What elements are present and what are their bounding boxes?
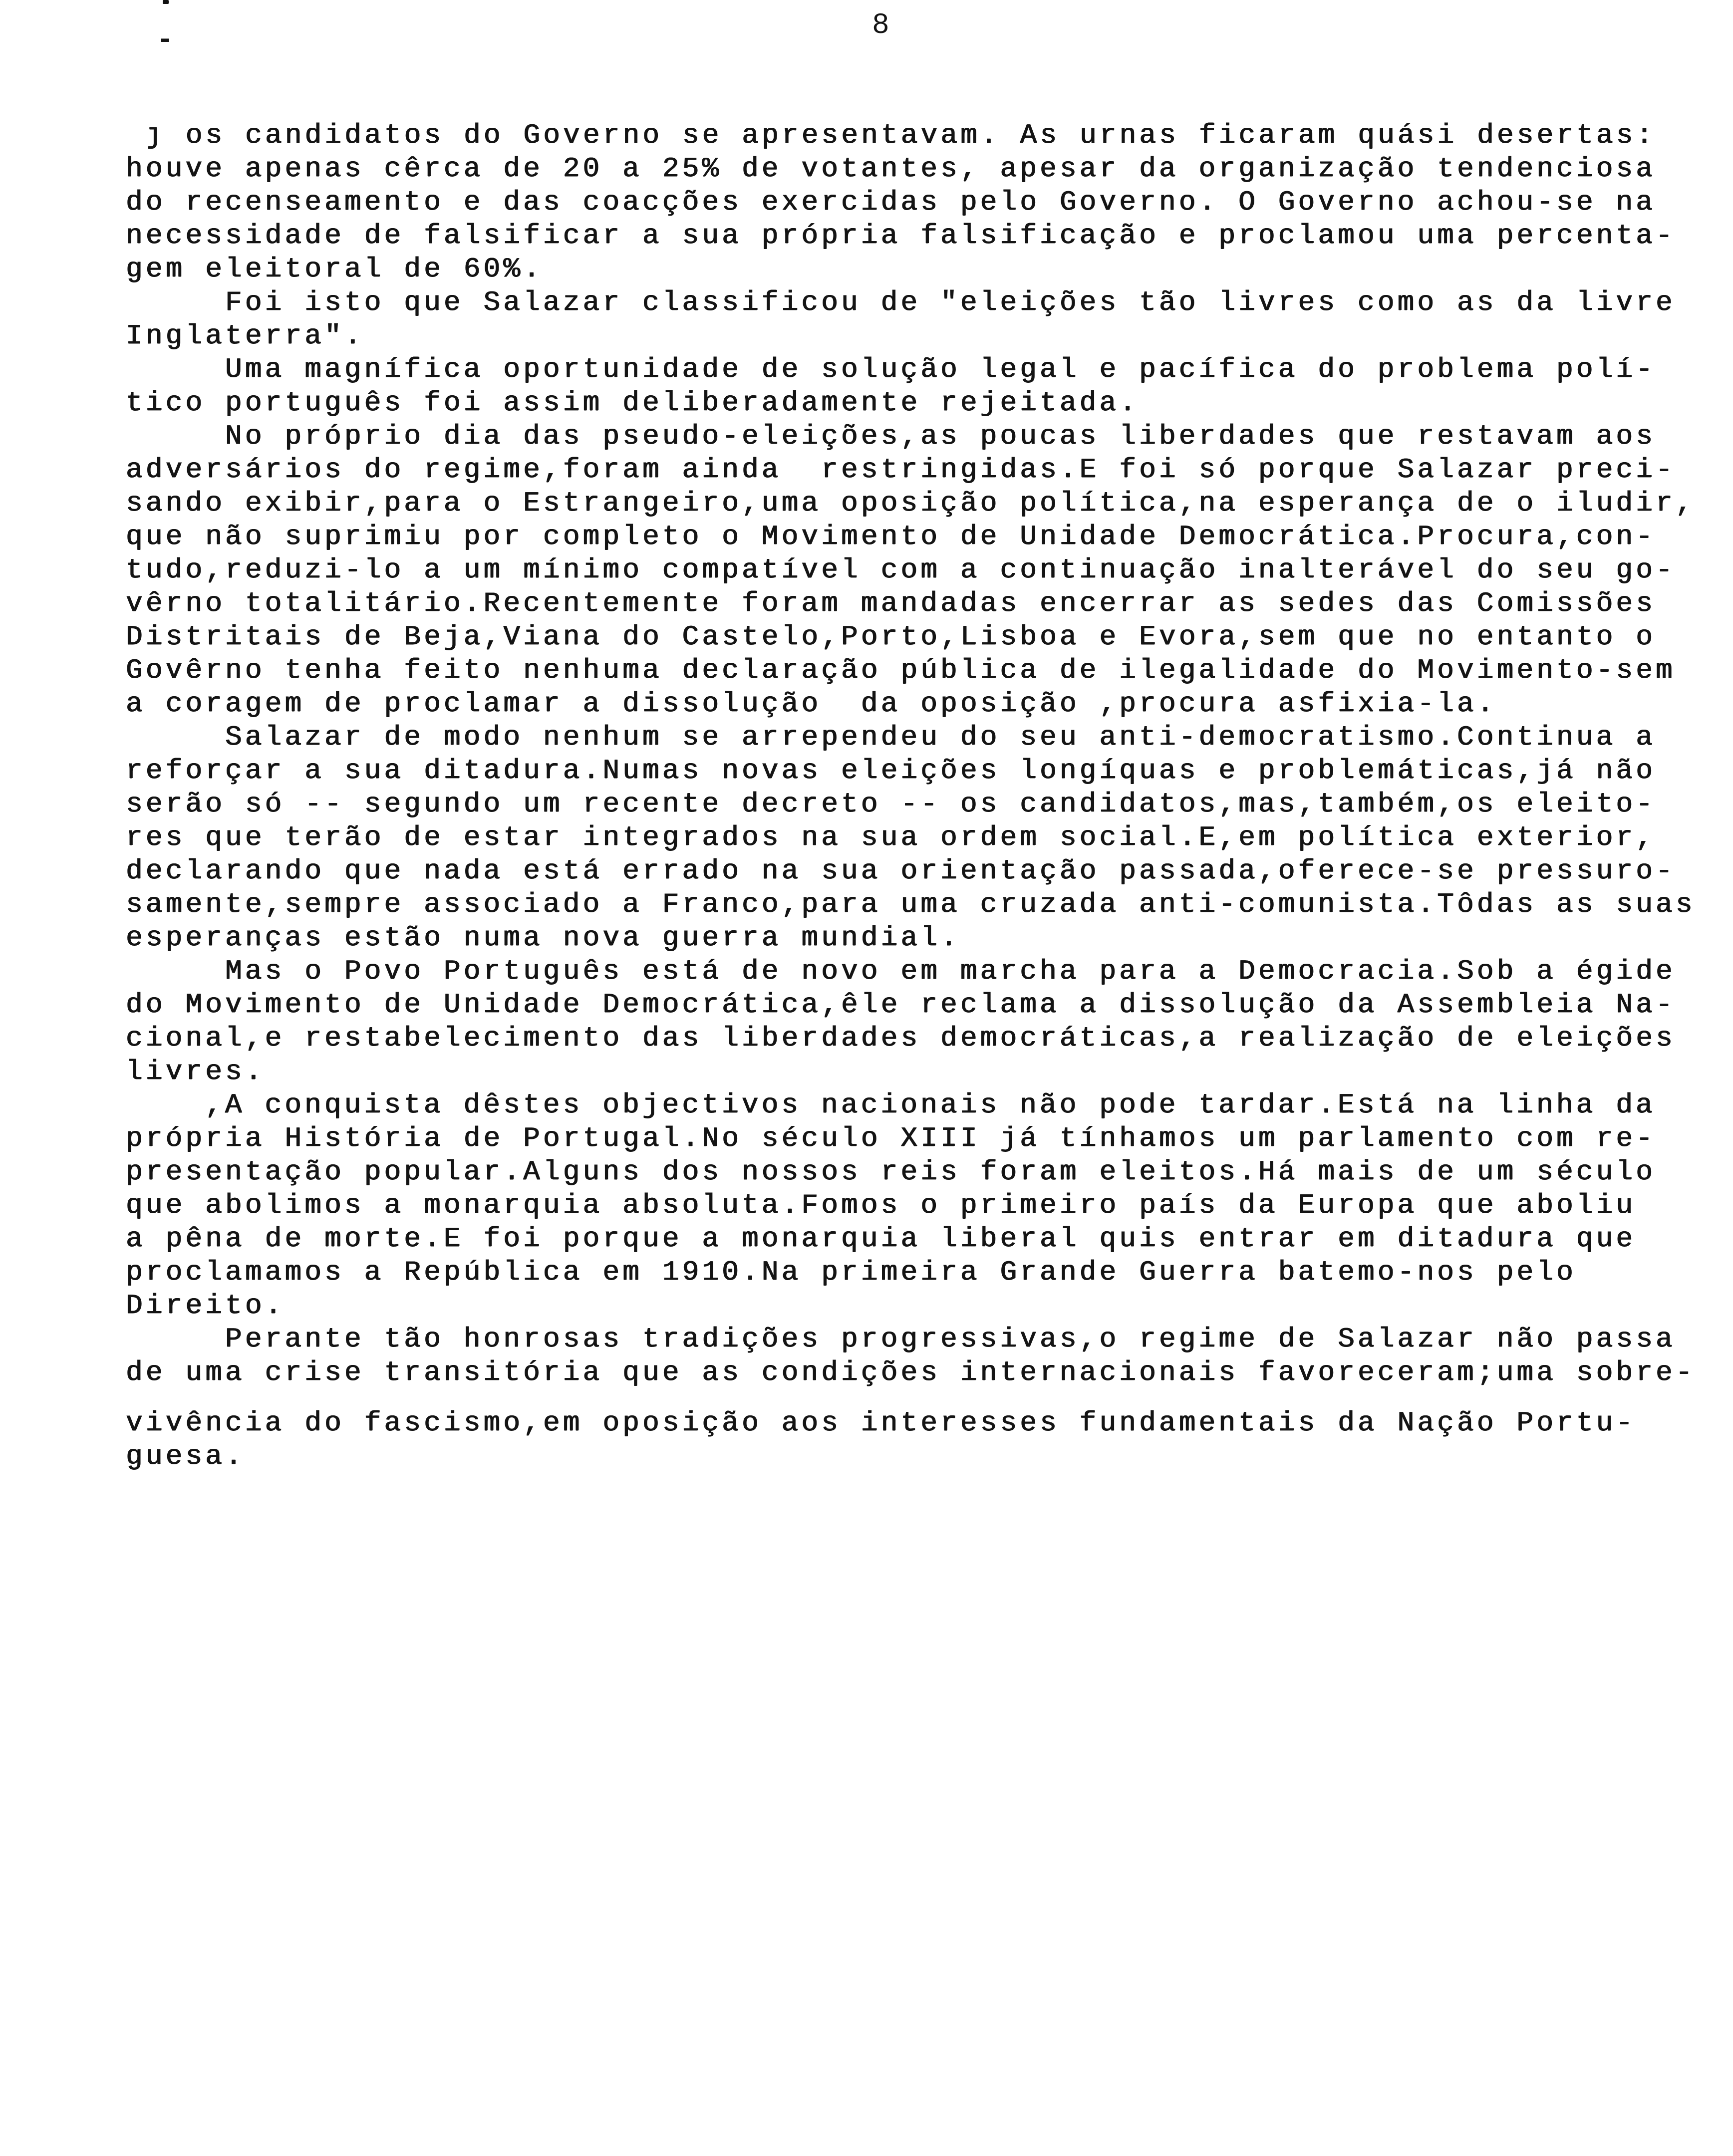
text-line: a coragem de proclamar a dissolução da oposição ,procura asfixia-la. — [126, 688, 1497, 720]
text-line: Foi isto que Salazar classificou de "eleições tão livres como as da livre — [225, 286, 1676, 318]
text-line: que abolimos a monarquia absoluta.Fomos o primeiro país da Europa que aboliu — [126, 1189, 1636, 1221]
text-line: declarando que nada está errado na sua orientação passada,oferece-se pressuro- — [126, 855, 1676, 887]
text-line: tudo,reduzi-lo a um mínimo compatível com a continuação inalterável do seu go- — [126, 554, 1676, 586]
text-line: reforçar a sua ditadura.Numas novas eleições longíquas e problemáticas,já não — [126, 755, 1656, 787]
text-line: do recenseamento e das coacções exercidas pelo Governo. O Governo achou-se na — [126, 186, 1656, 218]
text-line: ȷ os candidatos do Governo se apresentavam. As urnas ficaram quási desertas: — [146, 119, 1656, 151]
text-line: a pêna de morte.E foi porque a monarquia liberal quis entrar em ditadura que — [126, 1223, 1636, 1255]
text-line: sando exibir,para o Estrangeiro,uma oposição política,na esperança de o iludir, — [126, 487, 1696, 519]
paragraph — [126, 1088, 1723, 1323]
paragraph — [126, 1323, 1723, 1473]
text-line: necessidade de falsificar a sua própria falsificação e proclamou uma percenta- — [126, 220, 1676, 252]
text-line: houve apenas cêrca de 20 a 25% de votantes, apesar da organização tendenciosa — [126, 153, 1656, 185]
text-line: esperanças estão numa nova guerra mundial. — [126, 922, 960, 954]
text-line: Distritais de Beja,Viana do Castelo,Porto,Lisboa e Evora,sem que no entanto o — [126, 621, 1656, 653]
text-line: Uma magnífica oportunidade de solução legal e pacífica do problema polí- — [225, 353, 1656, 385]
text-line: Mas o Povo Português está de novo em marcha para a Democracia.Sob a égide — [225, 955, 1676, 987]
paragraph — [126, 420, 1723, 721]
document-body — [126, 119, 1723, 1473]
text-line: cional,e restabelecimento das liberdades democráticas,a realização de eleições — [126, 1022, 1676, 1054]
text-line: Govêrno tenha feito nenhuma declaração pública de ilegalidade do Movimento-sem — [126, 654, 1676, 686]
text-line: adversários do regime,foram ainda restringidas.E foi só porque Salazar preci- — [126, 454, 1676, 486]
page-number: 8 — [872, 9, 889, 42]
text-line: samente,sempre associado a Franco,para uma cruzada anti-comunista.Tôdas as suas — [126, 888, 1696, 920]
text-line: proclamamos a República em 1910.Na primeira Grande Guerra batemo-nos pelo — [126, 1256, 1576, 1288]
text-line: vêrno totalitário.Recentemente foram mandadas encerrar as sedes das Comissões — [126, 587, 1656, 619]
text-line: ,A conquista dêstes objectivos nacionais não pode tardar.Está na linha da — [205, 1089, 1656, 1121]
corner-mark: - — [157, 24, 174, 56]
text-line: Direito. — [126, 1290, 285, 1322]
paragraph — [126, 286, 1723, 353]
text-line: guesa. — [126, 1440, 245, 1472]
text-line: Perante tão honrosas tradições progressivas,o regime de Salazar não passa — [225, 1323, 1676, 1355]
text-line: vivência do fascismo,em oposição aos interesses fundamentais da Nação Portu- — [126, 1407, 1636, 1439]
text-line: res que terão de estar integrados na sua ordem social.E,em política exterior, — [126, 821, 1656, 853]
text-line: Inglaterra". — [126, 320, 364, 352]
text-line: gem eleitoral de 60%. — [126, 253, 543, 285]
text-line: tico português foi assim deliberadamente rejeitada. — [126, 387, 1140, 419]
text-line: No próprio dia das pseudo-eleições,as poucas liberdades que restavam aos — [225, 420, 1656, 452]
paragraph — [126, 721, 1723, 955]
ink-speck — [163, 0, 169, 4]
text-line: que não suprimiu por completo o Movimento de Unidade Democrática.Procura,con- — [126, 521, 1656, 552]
text-line: livres. — [126, 1056, 265, 1087]
text-line: Salazar de modo nenhum se arrependeu do seu anti-democratismo.Continua a — [225, 721, 1656, 753]
text-line: própria História de Portugal.No século XIII já tínhamos um parlamento com re- — [126, 1122, 1656, 1154]
paragraph — [126, 119, 1723, 286]
text-line: de uma crise transitória que as condições internacionais favoreceram;uma sobre- — [126, 1356, 1696, 1388]
paragraph — [126, 353, 1723, 420]
text-line: do Movimento de Unidade Democrática,êle reclama a dissolução da Assembleia Na- — [126, 989, 1676, 1021]
paragraph — [126, 955, 1723, 1088]
text-line: serão só -- segundo um recente decreto -- os candidatos,mas,também,os eleito- — [126, 788, 1656, 820]
text-line: presentação popular.Alguns dos nossos reis foram eleitos.Há mais de um século — [126, 1156, 1656, 1188]
